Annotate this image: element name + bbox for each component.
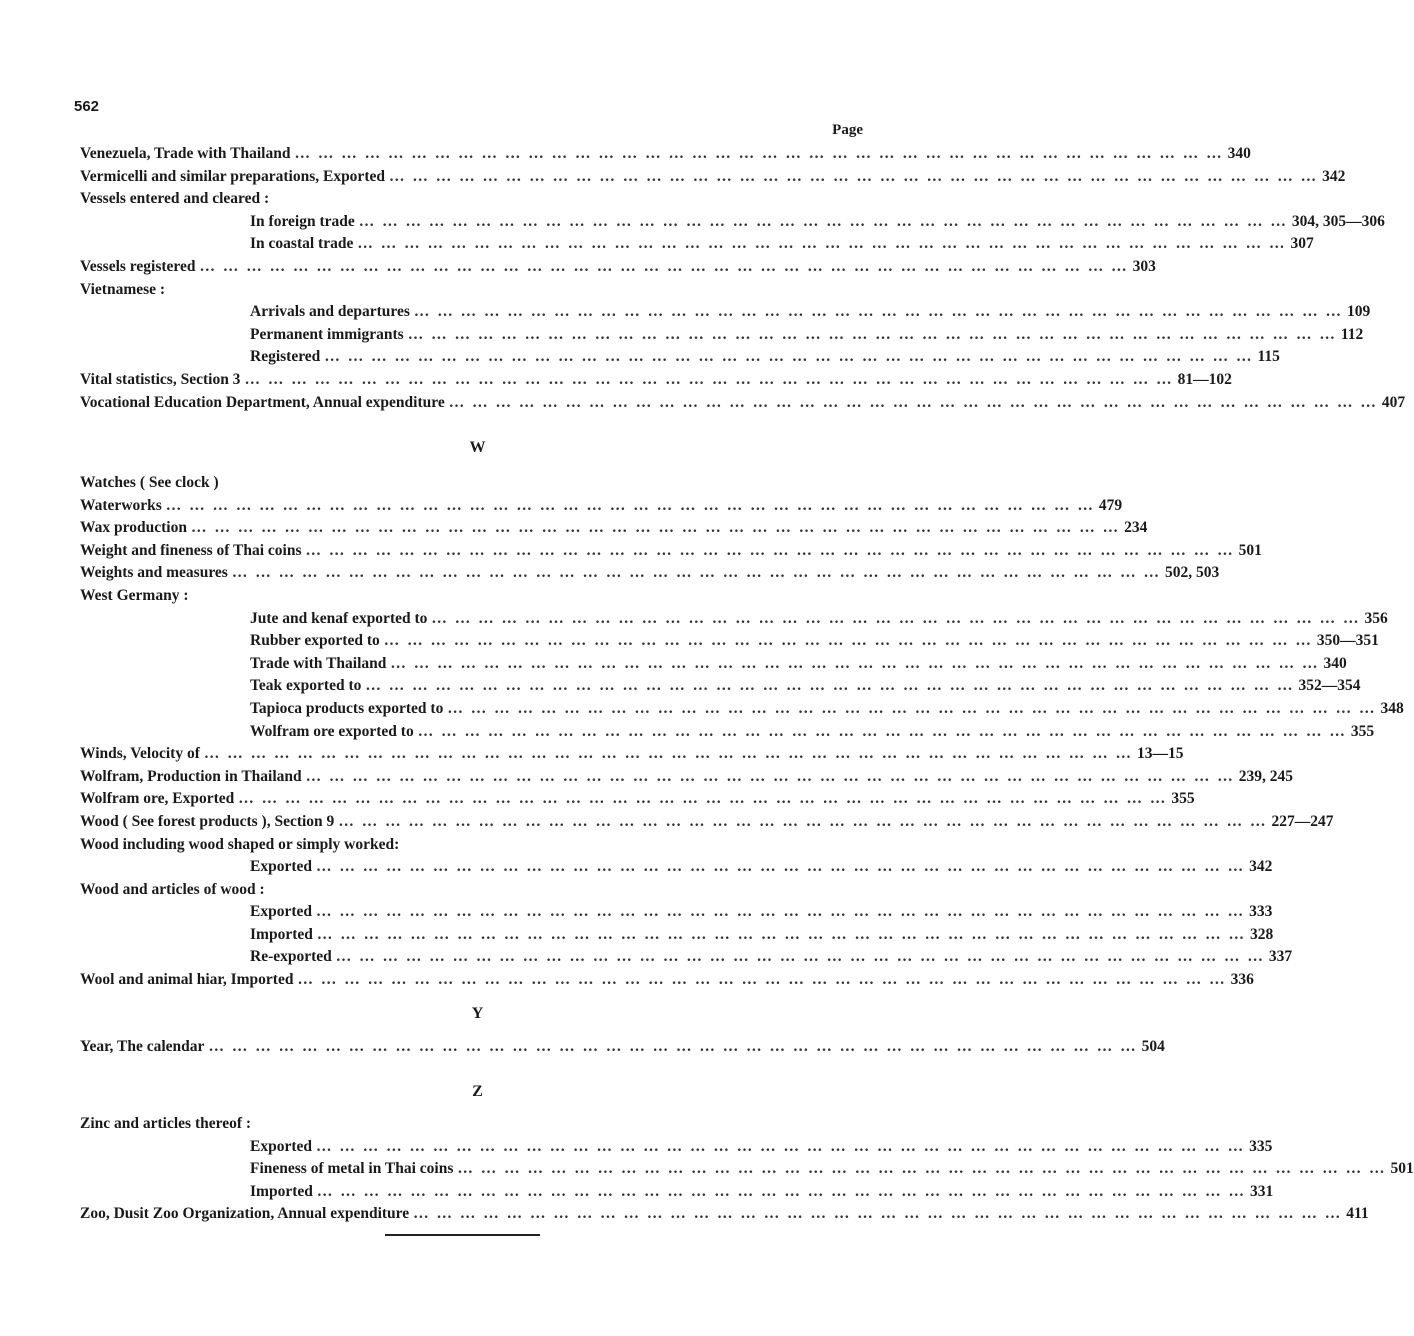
index-entry	[80, 346, 1280, 369]
dot-leader: … … … … … … … … … … … … … … … … … … … … … … … … … … … … … … … … … … … … … … … …	[244, 370, 1174, 388]
entry-page: 501	[1238, 541, 1262, 559]
dot-leader: … … … … … … … … … … … … … … … … … … … … … … … … … … … … … … … … … … … … … … … …	[199, 257, 1129, 275]
page-number: 562	[74, 98, 100, 115]
entry-page: 502, 503	[1164, 564, 1220, 582]
letter-heading-w: W	[469, 439, 486, 456]
entry-page: 112	[1340, 325, 1364, 343]
index-entry	[80, 969, 1254, 992]
entry-page: 307	[1290, 235, 1314, 253]
entry-page: 115	[1257, 348, 1280, 366]
entry-page: 337	[1268, 948, 1293, 966]
index-entry	[80, 1136, 1273, 1159]
entry-label: Imported	[250, 925, 313, 943]
index-entry	[80, 211, 1385, 234]
entry-page: 13—15	[1137, 745, 1184, 763]
entry-page: 340	[1323, 654, 1347, 672]
dot-leader: … … … … … … … … … … … … … … … … … … … … … … … … … … … … … … … … … … … … … … … …	[383, 632, 1313, 650]
entry-label: Wool and animal hiar, Imported	[80, 971, 294, 989]
index-entry	[80, 369, 1232, 392]
index-entry	[80, 392, 1406, 415]
entry-page: 303	[1132, 257, 1156, 275]
index-entry	[80, 540, 1262, 563]
index-entry	[80, 562, 1220, 585]
dot-leader: … … … … … … … … … … … … … … … … … … … … … … … … … … … … … … … … … … … … … … … …	[316, 903, 1246, 921]
section-v	[80, 143, 1406, 414]
index-entry	[80, 1203, 1369, 1226]
entry-label: Imported	[250, 1182, 313, 1200]
index-entry	[80, 166, 1346, 189]
page-column-header: Page	[832, 122, 863, 138]
index-entry	[80, 856, 1273, 879]
index-entry	[80, 143, 1251, 166]
entry-page: 328	[1249, 925, 1274, 943]
entry-label: Permanent immigrants	[250, 325, 404, 343]
entry-page: 342	[1249, 858, 1273, 876]
index-entry	[80, 721, 1375, 744]
index-entry	[80, 811, 1334, 834]
dot-leader: … … … … … … … … … … … … … … … … … … … … … … … … … … … … … … … … … … … … … … … …	[431, 609, 1361, 627]
index-entry	[80, 608, 1388, 631]
entry-page: 355	[1171, 790, 1195, 808]
index-group-heading: Wood including wood shaped or simply worked:	[80, 835, 400, 853]
entry-label: Wolfram, Production in Thailand	[80, 767, 302, 785]
entry-label: Teak exported to	[250, 677, 362, 695]
entry-label: Re-exported	[250, 948, 332, 966]
index-entry	[80, 901, 1273, 924]
entry-label: Vital statistics, Section 3	[80, 370, 241, 388]
dot-leader: … … … … … … … … … … … … … … … … … … … … … … … … … … … … … … … … … … … … … … … …	[190, 519, 1121, 537]
entry-label: Wolfram ore exported to	[250, 722, 414, 740]
dot-leader: … … … … … … … … … … … … … … … … … … … … … … … … … … … … … … … … … … … … … … … …	[338, 812, 1268, 830]
index-entry	[80, 517, 1148, 540]
entry-label: Wolfram ore, Exported	[80, 790, 235, 808]
entry-page: 348	[1380, 699, 1404, 717]
entry-page: 234	[1124, 519, 1148, 537]
dot-leader: … … … … … … … … … … … … … … … … … … … … … … … … … … … … … … … … … … … … … … … …	[297, 971, 1227, 989]
dot-leader: … … … … … … … … … … … … … … … … … … … … … … … … … … … … … … … … … … … … … … … …	[208, 1038, 1138, 1055]
entry-label: In foreign trade	[250, 212, 355, 230]
entry-label: In coastal trade	[250, 235, 354, 253]
dot-leader: … … … … … … … … … … … … … … … … … … … … … … … … … … … … … … … … … … … … … … … …	[388, 167, 1319, 185]
index-entry	[80, 698, 1404, 721]
entry-page: 304, 305—306	[1291, 212, 1385, 230]
entry-page: 355	[1350, 722, 1375, 740]
entry-page: 109	[1347, 303, 1371, 321]
entry-page: 352—354	[1298, 677, 1361, 695]
entry-page: 340	[1227, 145, 1251, 162]
entry-label: Zoo, Dusit Zoo Organization, Annual expenditure	[80, 1205, 410, 1223]
dot-leader: … … … … … … … … … … … … … … … … … … … … … … … … … … … … … … … … … … … … … … … …	[203, 745, 1133, 763]
index-entry	[80, 256, 1156, 279]
entry-page: 335	[1249, 1137, 1273, 1155]
dot-leader: … … … … … … … … … … … … … … … … … … … … … … … … … … … … … … … … … … … … … … … …	[357, 235, 1287, 253]
dot-leader: … … … … … … … … … … … … … … … … … … … … … … … … … … … … … … … … … … … … … … … …	[305, 767, 1235, 785]
index-group-heading: Vietnamese :	[80, 280, 166, 298]
entry-label: Wax production	[80, 519, 187, 537]
dot-leader: … … … … … … … … … … … … … … … … … … … … … … … … … … … … … … … … … … … … … … … …	[316, 858, 1246, 876]
entry-page: 81—102	[1177, 370, 1232, 388]
entry-label: Exported	[250, 858, 312, 876]
entry-label: Exported	[250, 903, 312, 921]
closing-rule	[385, 1234, 540, 1236]
entry-page: 331	[1249, 1182, 1274, 1200]
entry-page: 336	[1230, 971, 1254, 989]
index-entry	[80, 788, 1195, 811]
index-entry	[80, 743, 1184, 766]
dot-leader: … … … … … … … … … … … … … … … … … … … … … … … … … … … … … … … … … … … … … … … …	[324, 348, 1254, 366]
section-w	[80, 472, 1404, 992]
entry-label: Weight and fineness of Thai coins	[80, 541, 302, 559]
dot-leader: … … … … … … … … … … … … … … … … … … … … … … … … … … … … … … … … … … … … … … … …	[294, 145, 1224, 162]
dot-leader: … … … … … … … … … … … … … … … … … … … … … … … … … … … … … … … … … … … … … … … …	[335, 948, 1265, 966]
index-entry	[80, 1181, 1274, 1204]
entry-page: 479	[1098, 496, 1123, 514]
index-entry	[80, 675, 1361, 698]
entry-label: Fineness of metal in Thai coins	[250, 1160, 454, 1178]
dot-leader: … … … … … … … … … … … … … … … … … … … … … … … … … … … … … … … … … … … … … … … …	[316, 1182, 1246, 1200]
entry-page: 411	[1346, 1205, 1369, 1223]
dot-leader: … … … … … … … … … … … … … … … … … … … … … … … … … … … … … … … … … … … … … … … …	[365, 677, 1295, 695]
dot-leader: … … … … … … … … … … … … … … … … … … … … … … … … … … … … … … … … … … … … … … … …	[390, 654, 1320, 672]
dot-leader: … … … … … … … … … … … … … … … … … … … … … … … … … … … … … … … … … … … … … … … …	[358, 212, 1288, 230]
index-entry	[80, 946, 1293, 969]
entry-label: Year, The calendar	[80, 1038, 205, 1055]
entry-label: Registered	[250, 348, 321, 366]
entry-page: 504	[1141, 1038, 1165, 1055]
entry-label: Tapioca products exported to	[250, 699, 444, 717]
dot-leader: … … … … … … … … … … … … … … … … … … … … … … … … … … … … … … … … … … … … … … … …	[316, 1137, 1246, 1155]
index-entry	[80, 495, 1123, 518]
entry-label: Exported	[250, 1137, 312, 1155]
index-group-heading: West Germany :	[80, 586, 189, 604]
dot-leader: … … … … … … … … … … … … … … … … … … … … … … … … … … … … … … … … … … … … … … … …	[316, 925, 1246, 943]
letter-heading-z: Z	[472, 1083, 483, 1100]
section-z	[80, 1113, 1414, 1226]
index-entry	[80, 301, 1371, 324]
index-group-heading: Zinc and articles thereof :	[80, 1115, 252, 1132]
entry-page: 407	[1381, 393, 1406, 411]
dot-leader: … … … … … … … … … … … … … … … … … … … … … … … … … … … … … … … … … … … … … … … …	[413, 303, 1344, 321]
dot-leader: … … … … … … … … … … … … … … … … … … … … … … … … … … … … … … … … … … … … … … … …	[447, 699, 1377, 717]
dot-leader: … … … … … … … … … … … … … … … … … … … … … … … … … … … … … … … … … … … … … … … …	[413, 1205, 1343, 1223]
entry-label: Weights and measures	[80, 564, 228, 582]
entry-label: Winds, Velocity of	[80, 745, 200, 763]
entry-page: 356	[1364, 609, 1388, 627]
index-group-heading: Watches ( See clock )	[80, 474, 219, 491]
entry-page: 227—247	[1271, 812, 1334, 830]
dot-leader: … … … … … … … … … … … … … … … … … … … … … … … … … … … … … … … … … … … … … … … …	[457, 1160, 1387, 1178]
dot-leader: … … … … … … … … … … … … … … … … … … … … … … … … … … … … … … … … … … … … … … … …	[305, 541, 1235, 559]
dot-leader: … … … … … … … … … … … … … … … … … … … … … … … … … … … … … … … … … … … … … … … …	[417, 722, 1347, 740]
index-entry	[80, 324, 1364, 347]
entry-page: 239, 245	[1238, 767, 1294, 785]
dot-leader: … … … … … … … … … … … … … … … … … … … … … … … … … … … … … … … … … … … … … … … …	[231, 564, 1161, 582]
entry-page: 333	[1249, 903, 1273, 921]
index-entry	[80, 653, 1347, 676]
dot-leader: … … … … … … … … … … … … … … … … … … … … … … … … … … … … … … … … … … … … … … … …	[165, 496, 1095, 514]
dot-leader: … … … … … … … … … … … … … … … … … … … … … … … … … … … … … … … … … … … … … … … …	[448, 393, 1378, 411]
entry-label: Trade with Thailand	[250, 654, 387, 672]
index-group-heading: Wood and articles of wood :	[80, 880, 265, 898]
index-entry	[80, 924, 1274, 947]
entry-page: 342	[1322, 167, 1346, 185]
entry-label: Jute and kenaf exported to	[250, 609, 428, 627]
index-entry	[80, 630, 1379, 653]
entry-label: Arrivals and departures	[250, 303, 410, 321]
index-entry	[80, 233, 1314, 256]
entry-page: 501	[1390, 1160, 1414, 1178]
section-y	[80, 1036, 1165, 1059]
entry-label: Rubber exported to	[250, 632, 380, 650]
dot-leader: … … … … … … … … … … … … … … … … … … … … … … … … … … … … … … … … … … … … … … … …	[407, 325, 1337, 343]
letter-heading-y: Y	[471, 1005, 484, 1022]
index-entry	[80, 1158, 1414, 1181]
entry-label: Vocational Education Department, Annual expenditure	[80, 393, 445, 411]
index-entry	[80, 1036, 1165, 1059]
entry-label: Venezuela, Trade with Thailand	[80, 145, 291, 162]
entry-label: Vessels registered	[80, 257, 196, 275]
entry-label: Wood ( See forest products ), Section 9	[80, 812, 335, 830]
entry-page: 350—351	[1316, 632, 1379, 650]
entry-label: Waterworks	[80, 496, 162, 514]
entry-label: Vermicelli and similar preparations, Exported	[80, 167, 385, 185]
dot-leader: … … … … … … … … … … … … … … … … … … … … … … … … … … … … … … … … … … … … … … … …	[238, 790, 1168, 808]
index-entry	[80, 766, 1294, 789]
index-group-heading: Vessels entered and cleared :	[80, 190, 270, 208]
